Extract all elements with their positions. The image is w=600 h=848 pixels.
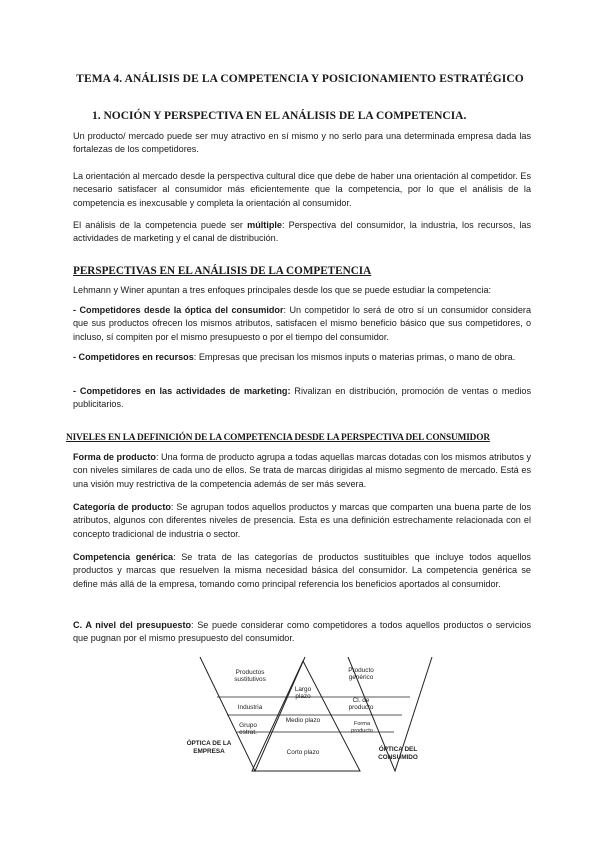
diagram-label: genérico bbox=[348, 674, 374, 681]
diagram-label: Productos bbox=[235, 669, 265, 676]
list-item: C. A nivel del presupuesto: Se puede considerar como competidores a todos aquellos productos o servicios que pugnan por el mismo presupuesto del consumidor. bbox=[73, 620, 532, 644]
list-item: Forma de producto: Una forma de producto agrupa a todas aquellas marcas dotadas con los mismos atributos y con niveles similares de cada uno de ellos. Se trata de marcas dirigidas al mismo segmento de mercado. Está es una visión muy restrictiva de la competencia además de ser más severa. bbox=[73, 452, 532, 489]
consumer-view-label: CONSUMIDO bbox=[378, 754, 418, 761]
diagram-label: estrat. bbox=[239, 729, 257, 736]
list-item: - Competidores en recursos: Empresas que precisan los mismos inputs o materias primas, o mano de obra. bbox=[73, 352, 516, 362]
company-view-label: EMPRESA bbox=[193, 748, 225, 755]
diagram-label: Grupo bbox=[239, 722, 257, 729]
diagram-label: Medio plazo bbox=[285, 717, 321, 724]
list-item: Categoría de producto: Se agrupan todos aquellos productos y marcas que comparten una buena parte de los atributos, algunos con diferentes niveles de presencia. Esta es una definición estrechamente relacionada con el concepto tradicional de industria o sector. bbox=[73, 502, 532, 539]
section-heading-1: 1. NOCIÓN Y PERSPECTIVA EN EL ANÁLISIS DE LA COMPETENCIA. bbox=[92, 110, 467, 122]
page-title: TEMA 4. ANÁLISIS DE LA COMPETENCIA Y POSICIONAMIENTO ESTRATÉGICO bbox=[76, 73, 524, 85]
paragraph: Lehmann y Winer apuntan a tres enfoques principales desde los que se puede estudiar la competencia: bbox=[73, 285, 492, 295]
diagram-label: Forma bbox=[353, 721, 371, 727]
diagram-label: Largo bbox=[294, 686, 312, 693]
list-item: - Competidores desde la óptica del consumidor: Un competidor lo será de otro sí un consumidor considera que sus productos ofrecen los mismos atributos, satisfacen el mismo beneficio básico que sus competidores, o incluso, sí compiten por el mismo presupuesto o por el tiempo del consumidor. bbox=[73, 305, 532, 342]
diagram-label: Cl. de bbox=[352, 697, 370, 704]
diagram-label: producto bbox=[351, 728, 373, 734]
list-item: - Competidores en las actividades de marketing: Rivalizan en distribución, promoción de ventas o medios publicitarios. bbox=[73, 386, 532, 410]
section-heading-3: NIVELES EN LA DEFINICIÓN DE LA COMPETENCIA DESDE LA PERSPECTIVA DEL CONSUMIDOR bbox=[66, 433, 490, 443]
competition-levels-diagram bbox=[170, 655, 440, 775]
paragraph: El análisis de la competencia puede ser múltiple: Perspectiva del consumidor, la industria, los recursos, las actividades de marketing y el canal de distribución. bbox=[73, 220, 531, 244]
company-view-label: ÓPTICA DE LA bbox=[186, 740, 232, 747]
list-item: Competencia genérica: Se trata de las categorías de productos sustituibles que incluye todos aquellos productos y marcas que resuelven la misma necesidad básica del consumidor. La competencia genérica se define más allá de la empresa, tomando como principal referencia los beneficios aportados al consumidor. bbox=[73, 552, 531, 589]
paragraph: La orientación al mercado desde la perspectiva cultural dice que debe de haber una orientación al competidor. Es necesario satisfacer al consumidor más eficientemente que la competencia, por lo que el análisis de la competencia es inexcusable y completa la orientación al consumidor. bbox=[73, 171, 531, 208]
consumer-view-label: ÓPTICA DEL bbox=[378, 746, 418, 753]
paragraph: Un producto/ mercado puede ser muy atractivo en sí mismo y no serlo para una determinada empresa dada las fortalezas de los competidores. bbox=[73, 131, 531, 155]
diagram-label: producto bbox=[348, 704, 374, 711]
section-heading-2: PERSPECTIVAS EN EL ANÁLISIS DE LA COMPETENCIA bbox=[73, 265, 372, 277]
diagram-label: Corto plazo bbox=[286, 749, 320, 756]
diagram-label: plazo bbox=[295, 693, 311, 700]
diagram-label: sustitutivos bbox=[234, 676, 266, 683]
diagram-label: Industria bbox=[237, 704, 263, 711]
diagram-label: Producto bbox=[348, 667, 374, 674]
